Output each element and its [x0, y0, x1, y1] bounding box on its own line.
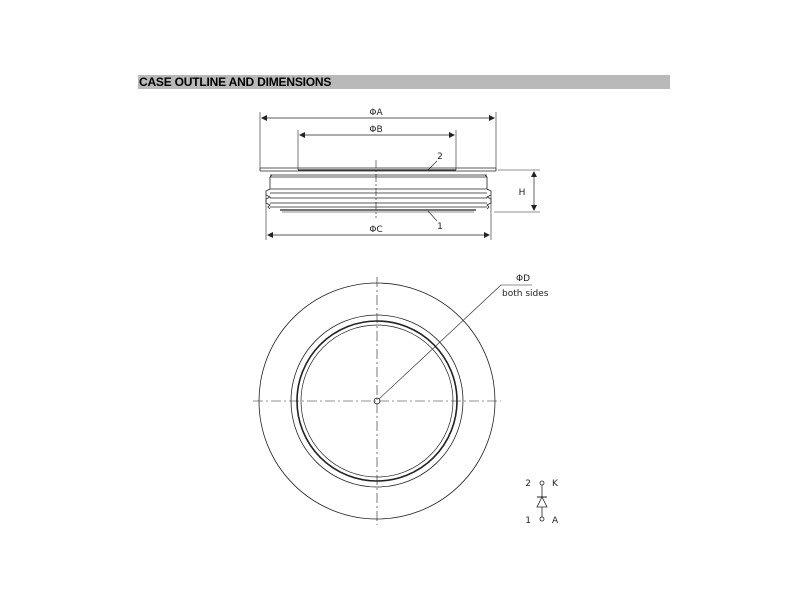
side-view — [260, 112, 540, 240]
diode-symbol — [537, 481, 547, 521]
dim-h-label: H — [518, 188, 526, 198]
callout-2-label: 2 — [437, 152, 443, 162]
dim-d-note: both sides — [502, 289, 549, 299]
diode-triangle — [537, 497, 547, 507]
pin-1-number: 1 — [525, 516, 531, 526]
top-view — [253, 277, 532, 525]
dim-d-leader — [379, 285, 501, 399]
pin-2-number: 2 — [525, 479, 531, 489]
housing-body — [266, 175, 491, 209]
dimension-h — [494, 170, 540, 212]
pin-a-label: A — [552, 516, 559, 526]
dim-b-label: ΦB — [369, 125, 383, 135]
pin-2-terminal — [540, 481, 544, 485]
dimension-b — [298, 130, 456, 170]
dim-d-label: ΦD — [516, 274, 531, 284]
section-title: CASE OUTLINE AND DIMENSIONS — [139, 75, 332, 89]
callout-1-leader — [428, 211, 437, 221]
pole-face-inner-circle — [301, 325, 453, 477]
callout-2-leader — [428, 161, 437, 170]
dim-c-label: ΦC — [369, 225, 383, 235]
pin-1-terminal — [540, 517, 544, 521]
callout-1-label: 1 — [437, 222, 443, 232]
dimension-a — [260, 112, 496, 168]
dim-a-label: ΦA — [369, 108, 383, 118]
pin-k-label: K — [552, 479, 558, 489]
